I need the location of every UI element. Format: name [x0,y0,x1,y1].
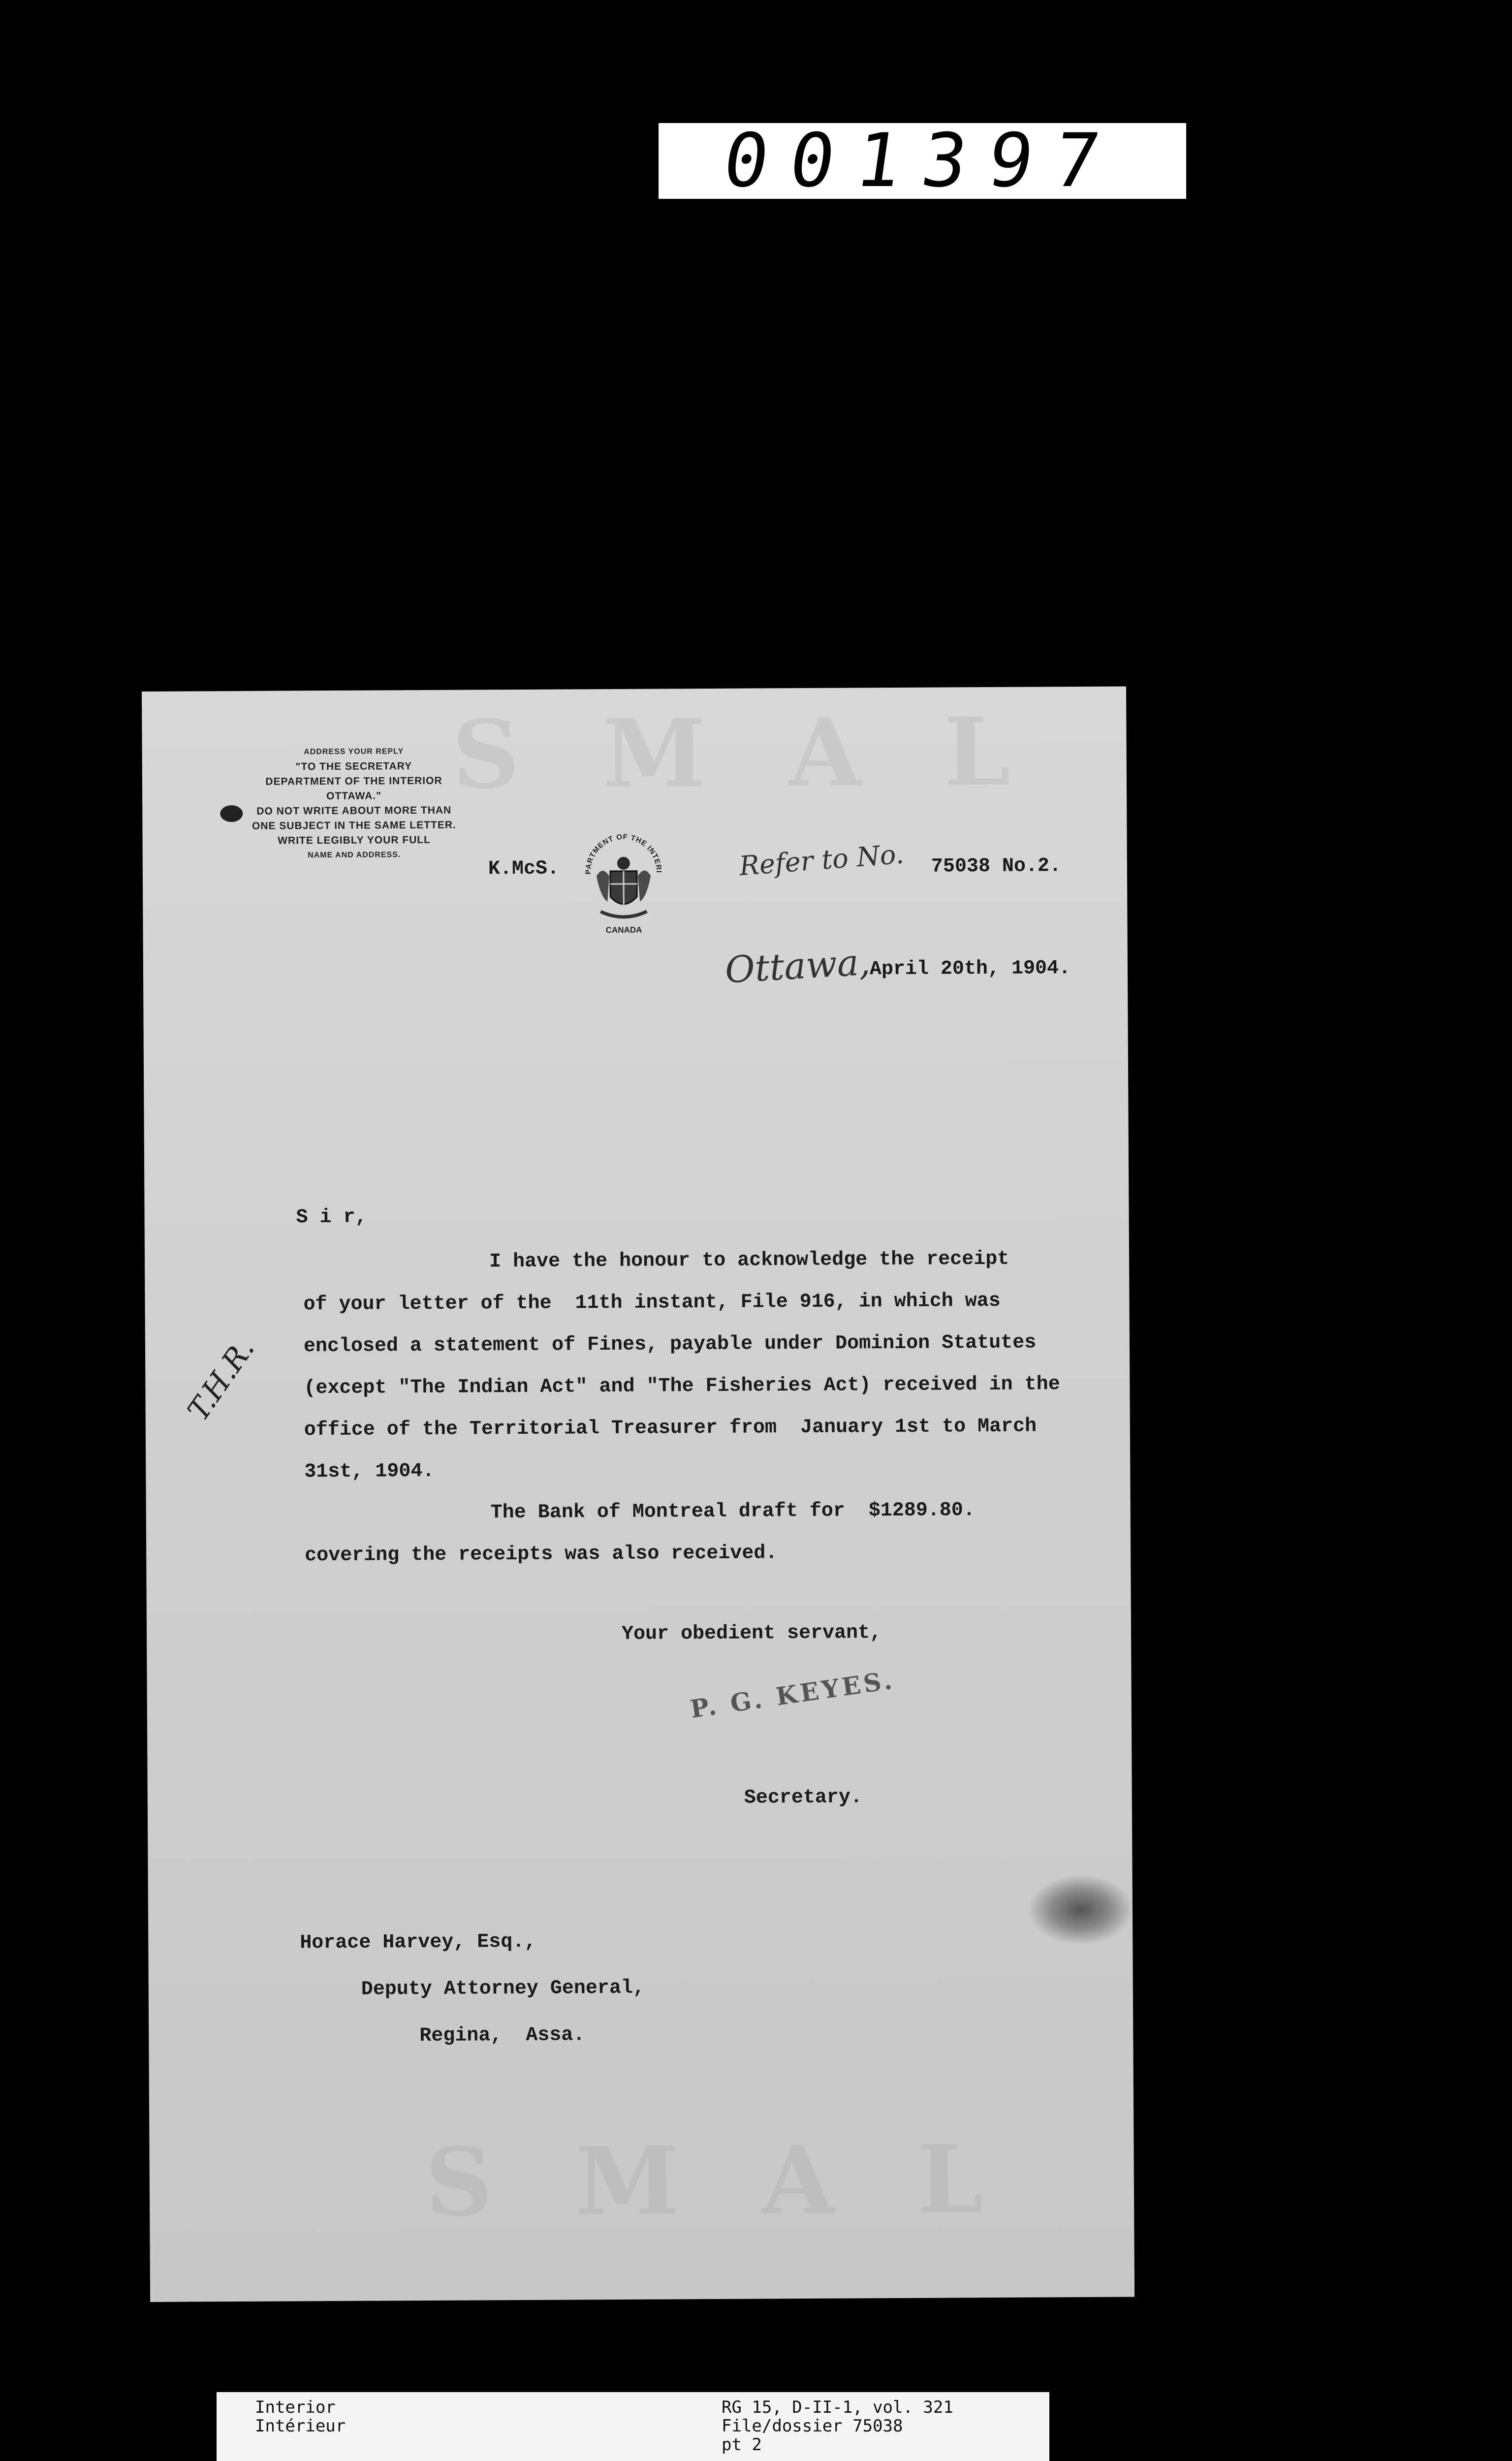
thumbprint-smudge [1029,1875,1133,1944]
reply-line: ADDRESS YOUR REPLY [304,747,404,757]
coat-of-arms-icon [576,818,670,924]
signature-stamp: P. G. KEYES. [688,1665,897,1724]
reply-instructions [226,744,482,863]
body-line: I have the honour to acknowledge the receipt [489,1248,1009,1273]
reply-line: DO NOT WRITE ABOUT MORE THAN [256,804,452,817]
reference-initials: K.McS. [488,857,560,881]
addressee-position: Deputy Attorney General, [361,1977,645,2001]
reply-line: ONE SUBJECT IN THE SAME LETTER. [252,819,456,832]
frame-number: 001397 [718,118,1127,204]
ink-blot [220,805,243,822]
place-name: Ottawa, [724,941,872,992]
signatory-title: Secretary. [744,1786,862,1809]
refer-to-label: Refer to No. [738,838,905,882]
salutation: S i r, [296,1206,367,1229]
department-seal-icon [576,818,670,935]
margin-initials: T.H.R. [181,1332,262,1427]
file-reference: File/dossier 75038 [722,2416,903,2436]
body-line: office of the Territorial Treasurer from January 1st to March [304,1415,1037,1442]
reply-line: OTTAWA." [326,790,382,802]
part-number: pt 2 [722,2435,762,2455]
reply-line: DEPARTMENT OF THE INTERIOR [265,775,442,788]
reference-numbers [722,2398,953,2454]
department-name: Intérieur [255,2416,346,2436]
archive-reference-label [217,2392,1049,2461]
body-line: enclosed a statement of Fines, payable under Dominion Statutes [303,1331,1037,1358]
body-line: 31st, 1904. [304,1460,435,1483]
seal-text: DEPARTMENT OF THE INTERIOR [584,832,663,875]
record-group: RG 15, D-II-1, vol. 321 [722,2398,953,2417]
body-line: of your letter of the 11th instant, File 916, in which was [303,1290,1001,1316]
body-line: covering the receipts was also received. [305,1542,778,1567]
reply-line: "TO THE SECRETARY [295,760,412,773]
reply-line: NAME AND ADDRESS. [308,851,401,860]
reply-line: WRITE LEGIBLY YOUR FULL [278,834,431,847]
body-line: The Bank of Montreal draft for $1289.80. [490,1499,976,1524]
seal-country: CANADA [605,925,642,935]
addressee-location: Regina, Assa. [419,2024,585,2048]
closing: Your obedient servant, [621,1622,882,1645]
letter-page [142,687,1134,2302]
watermark-top: S M A L [452,696,1016,810]
department-name: Interior [255,2398,336,2417]
addressee-name: Horace Harvey, Esq., [300,1930,536,1955]
file-number: 75038 No.2. [931,855,1062,878]
letter-date: April 20th, 1904. [869,957,1071,981]
watermark-bottom: S M A L [425,2124,989,2238]
frame-number-label [659,118,1186,204]
department-names [255,2398,346,2435]
body-line: (except "The Indian Act" and "The Fisheries Act) received in the [304,1373,1060,1400]
